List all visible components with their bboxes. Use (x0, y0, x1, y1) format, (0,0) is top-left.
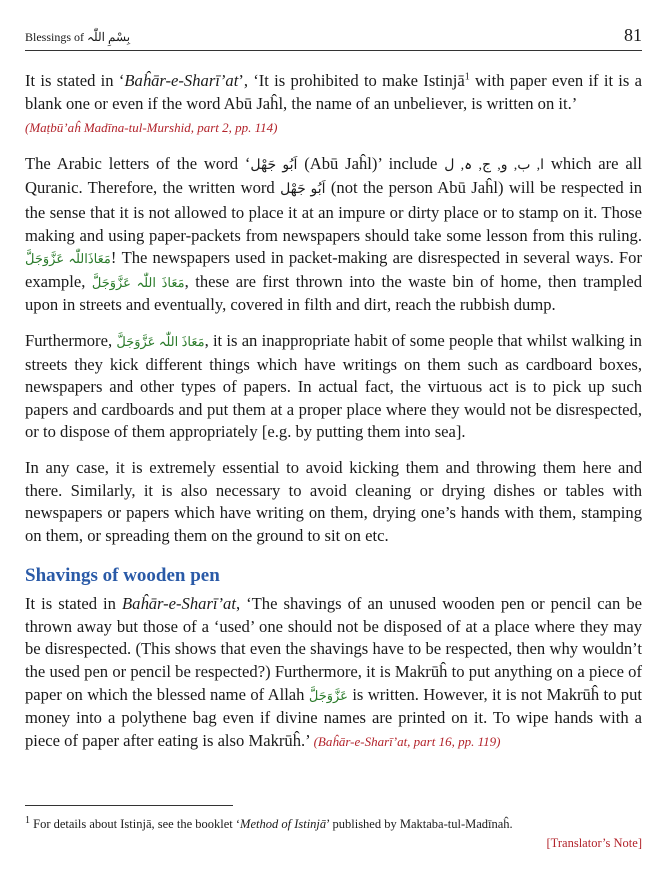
p1-reference: (Maṭbū’aĥ Madīna-tul-Murshid, part 2, pp. 114) (25, 120, 278, 136)
page-header (25, 26, 642, 51)
p2-arabic-abu-jahl-2: اَبُو جَھْل (280, 182, 326, 198)
p2-text-a: The Arabic letters of the word ‘ (25, 153, 251, 173)
footnote-divider (25, 805, 233, 806)
section-heading: Shavings of wooden pen (25, 565, 220, 587)
p5-arabic-azza-wa-jal: عَزَّوَجَلَّ (308, 687, 348, 703)
p3-text-b: , it is an inappropriate habit of some people that whilst walking in streets they kick different things which have writings on them such as cardboard boxes, newspapers and other types of papers. In actual fact, the virtuous act is to pick up such papers and cardboards and put them at a proper place where they would not be disrespected, or to dispose of them appropriately [e.g. by putting them into sea]. (25, 330, 642, 442)
p2-text-d: (not the person Abū Jaĥl) will be respected in the sense that it is not allowed to place it at an impure or dirty place or to stamp on it. Those making and using paper-packets from newspapers should take some lesson from this ruling. (25, 178, 643, 245)
paragraph-4 (25, 457, 642, 547)
p1-text-c: ’, ‘It is prohibited to make Istinjā (238, 71, 465, 90)
p2-arabic-abu-jahl: اَبُو جَھْل (250, 157, 298, 173)
running-title-arabic: بِسْمِ اللّٰہ (87, 30, 131, 44)
paragraph-2 (25, 153, 642, 317)
footnote-text-a: For details about Istinjā, see the booklet ‘ (30, 817, 241, 831)
paragraph-1 (25, 70, 642, 140)
p3-text-a: Furthermore, (25, 330, 117, 350)
p5-text-d: is written. However, it is not Makrūĥ to put money into a polythene bag even if divine names are printed on it. To wipe hands with a piece of paper after eating is also Makrūĥ.’ (25, 684, 642, 750)
p3-arabic-maazallah: مَعَاذَ اللّٰہ عَزَّوَجَلَّ (116, 333, 205, 349)
running-title (25, 30, 130, 45)
footnote (25, 814, 642, 832)
p5-reference: (Baĥār-e-Sharī’at, part 16, pp. 119) (313, 733, 501, 749)
p1-text-a: It is stated in ‘ (25, 71, 125, 90)
p2-arabic-letters: ا, ب, و, ج, ہ, ل (444, 157, 545, 173)
p5-book-title: Baĥār-e-Sharī’at (121, 594, 236, 614)
p5-text-c: , ‘The shavings of an unused wooden pen or pencil can be thrown away but those of a ‘used’ one should not be disposed of at a place where they may be disrespected. (This shows that even the shavings have to be respected, then why wouldn’t the used pen or pencil be respected?) Furthermore, it is Makrūĥ to put anything on a piece of paper on which the blessed name of Allah (25, 594, 642, 704)
p1-book-title: Baĥār-e-Sharī’at (124, 71, 239, 90)
p2-arabic-maazallah: مَعَاذَاللّٰہ عَزَّوَجَلَّ (25, 251, 111, 267)
footnote-number: 1 (25, 814, 30, 826)
p2-text-f: , these are first thrown into the waste bin of home, then trampled upon in streets and eventually, covered in filth and dirt, reach the rubbish dump. (25, 271, 642, 315)
translator-note: [Translator’s Note] (546, 836, 642, 850)
p2-text-c: which are all Quranic. Therefore, the written word (25, 153, 642, 198)
p2-arabic-maazallah-2: مَعَاذَ اللّٰہ عَزَّوَجَلَّ (91, 274, 185, 290)
paragraph-5 (25, 593, 642, 753)
footnote-text-c: ’ published by Maktaba-tul-Madīnaĥ. (326, 817, 513, 831)
p2-text-b: (Abū Jaĥl)’ include (297, 153, 445, 173)
footnote-booklet-title: Method of Istinjā (240, 817, 327, 831)
paragraph-3 (25, 330, 642, 444)
page-number: 81 (624, 25, 642, 45)
running-title-text: Blessings of (25, 30, 88, 44)
p1-text-d: with paper even if it is a blank one or even if the word Abū Jaĥl, the name of an unbeliever, is written on it.’ (25, 71, 642, 113)
p2-text-e: ! The newspapers used in packet-making are disrespected in several ways. For example, (25, 248, 642, 291)
page-body (25, 70, 642, 766)
p4-text: In any case, it is extremely essential to avoid kicking them and throwing them here and there. Similarly, it is also necessary to avoid cleaning or drying dishes or tables with newspapers or papers which have writing on them, drying one’s hands with them, stamping on them, or spreading them on the ground to sit on etc. (25, 457, 642, 545)
footnote-marker[interactable]: 1 (464, 71, 470, 83)
p5-text-a: It is stated in (25, 594, 122, 614)
